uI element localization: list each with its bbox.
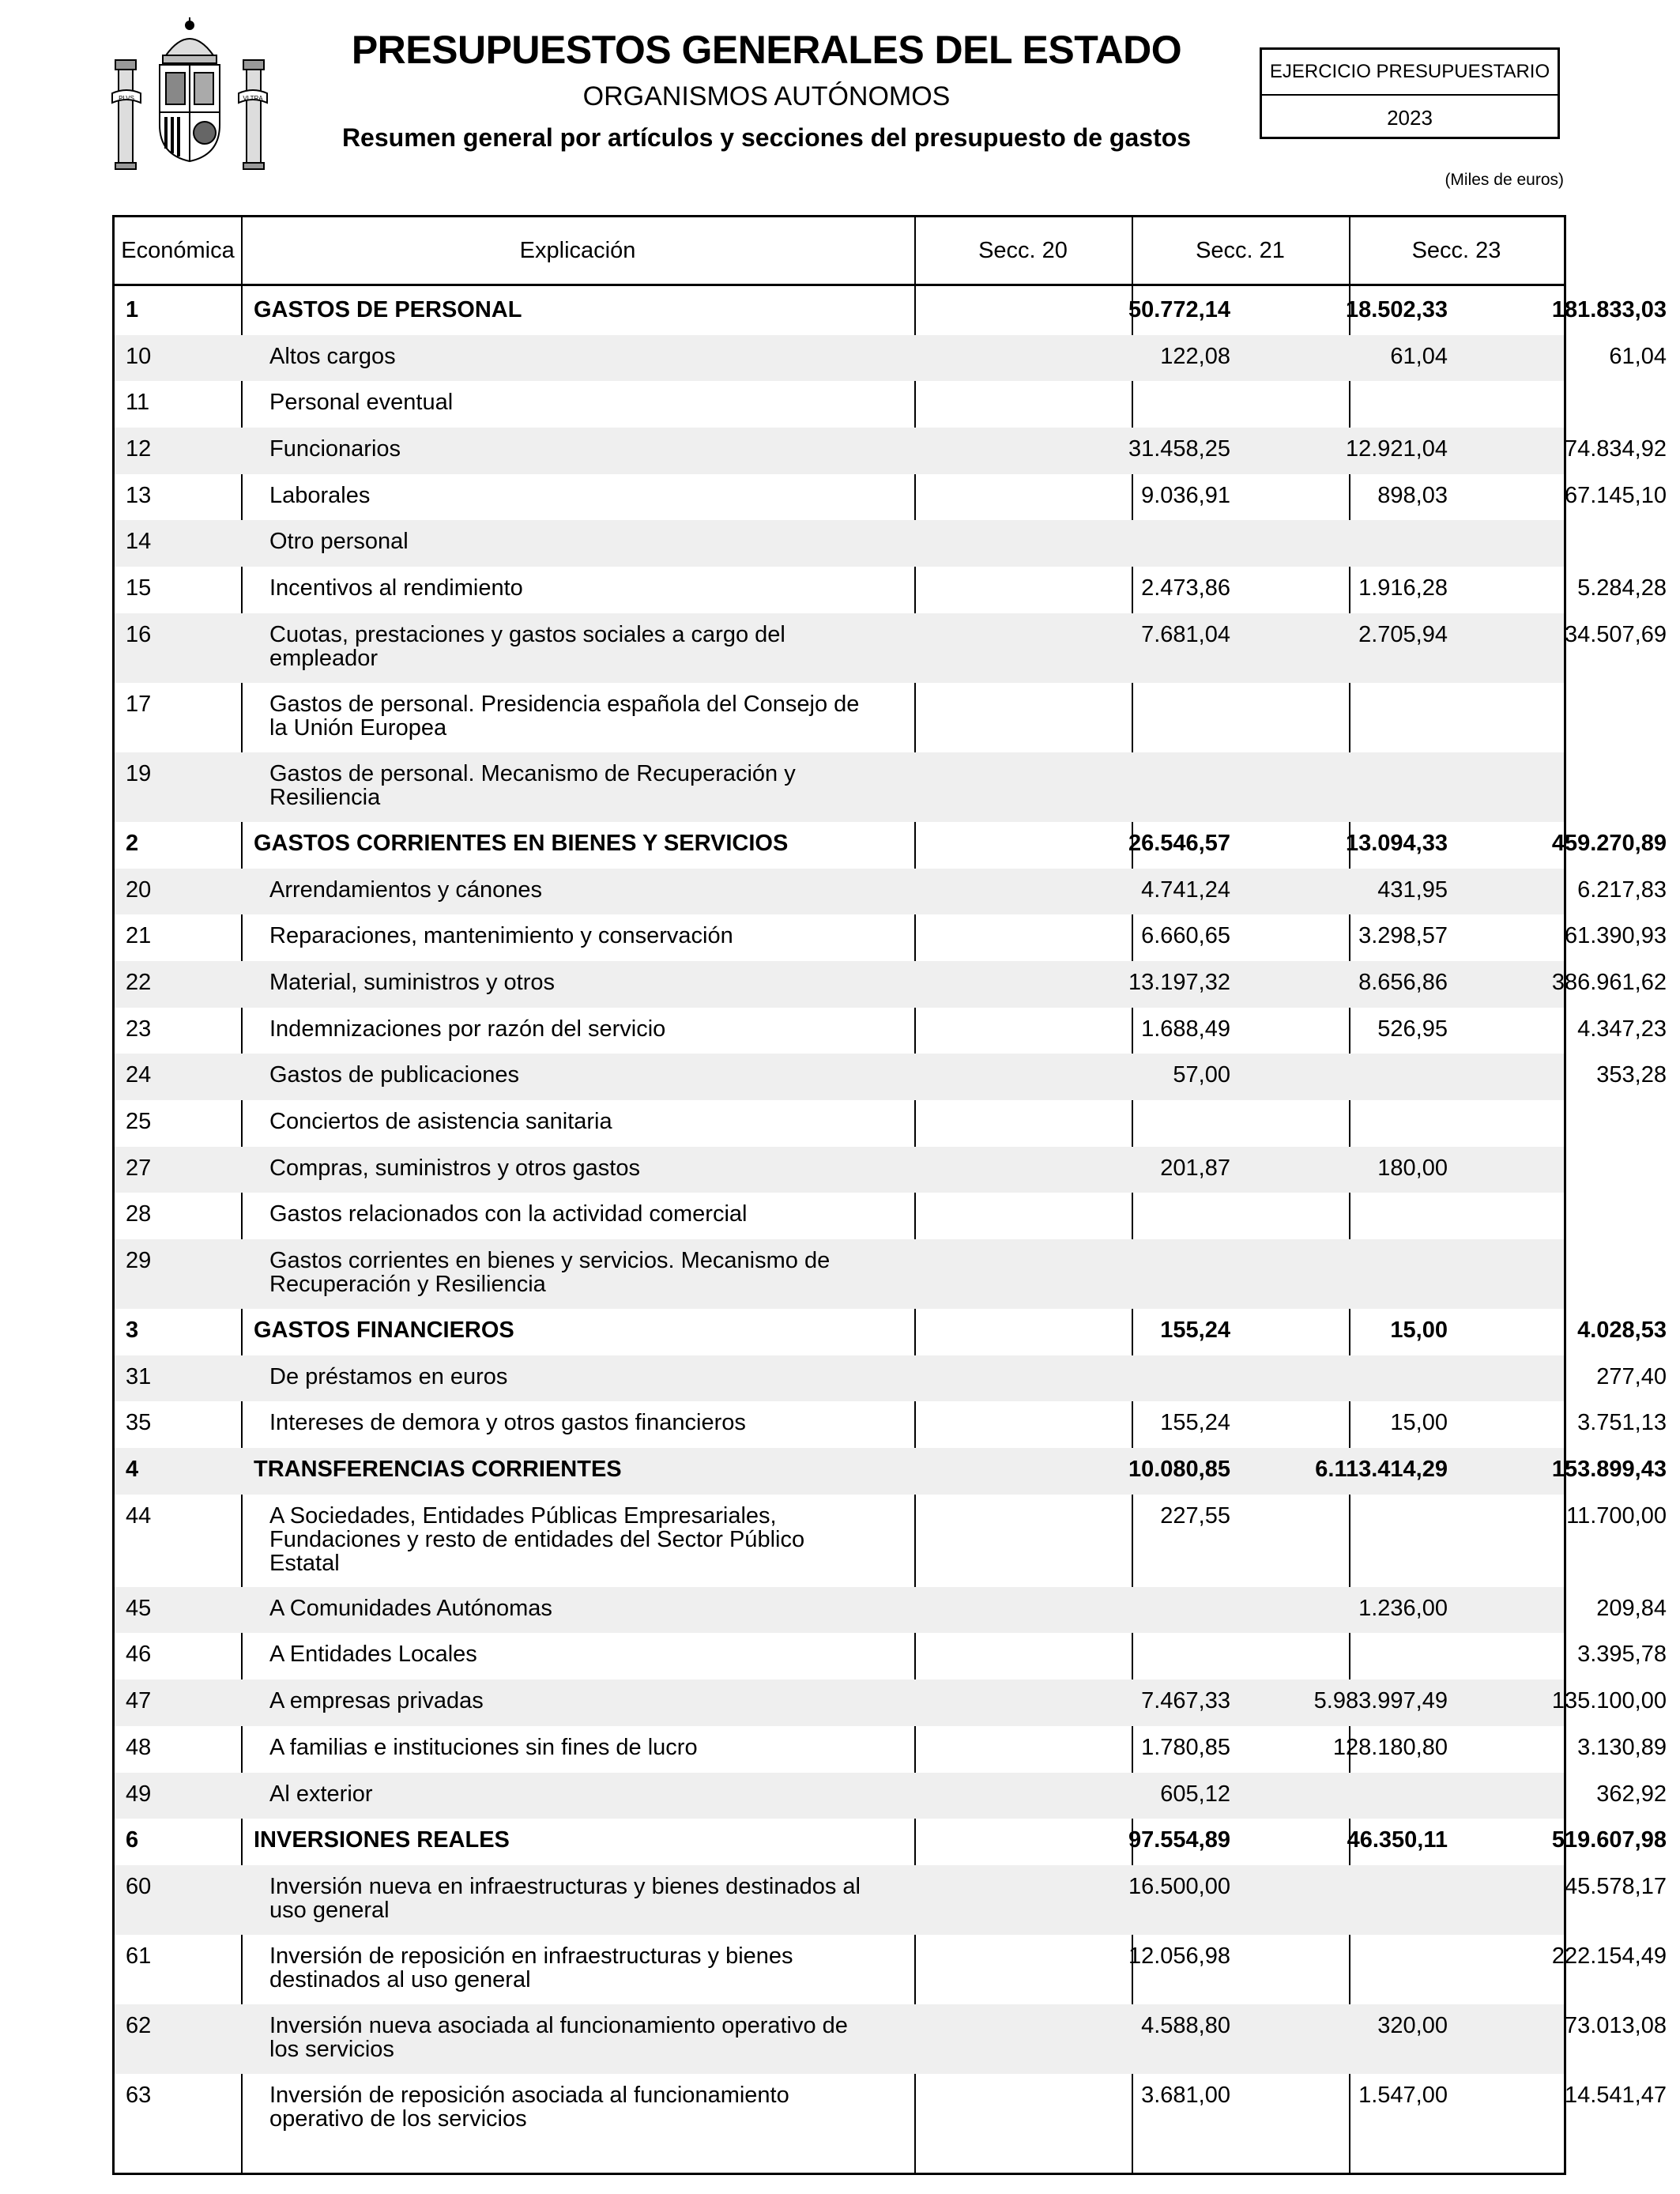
row-secc-20-value: 31.458,25 [1128, 436, 1230, 462]
table-row [115, 335, 1667, 382]
row-secc-20-value: 2.473,86 [1141, 575, 1230, 601]
row-secc-20-value: 6.660,65 [1141, 923, 1230, 949]
row-code: 46 [126, 1642, 152, 1668]
row-secc-23-value: 181.833,03 [1551, 297, 1667, 322]
row-secc-23-value: 353,28 [1596, 1062, 1667, 1088]
table-row [115, 1355, 1667, 1402]
row-secc-23-value: 222.154,49 [1551, 1943, 1667, 1969]
table-row [115, 1495, 1667, 1587]
row-secc-21-value: 431,95 [1377, 876, 1448, 903]
row-secc-23-value: 5.284,28 [1577, 575, 1667, 601]
row-secc-21-value: 3.298,57 [1358, 923, 1448, 949]
column-header-secc-20: Secc. 20 [978, 238, 1068, 263]
row-secc-20-value: 4.741,24 [1141, 876, 1230, 903]
row-explanation: A Comunidades Autónomas [269, 1595, 552, 1621]
row-code: 22 [126, 969, 152, 995]
row-explanation: Inversión de reposición asociada al funcionamiento operativo de los servicios [269, 2082, 789, 2132]
row-secc-23-value: 519.607,98 [1551, 1827, 1667, 1853]
row-explanation: GASTOS FINANCIEROS [254, 1318, 514, 1343]
row-explanation: TRANSFERENCIAS CORRIENTES [254, 1457, 622, 1483]
units-note: (Miles de euros) [1445, 171, 1564, 189]
row-explanation: Laborales [269, 482, 371, 508]
row-secc-20-value: 155,24 [1160, 1410, 1230, 1436]
row-explanation: Conciertos de asistencia sanitaria [269, 1108, 612, 1134]
row-secc-20-value: 57,00 [1173, 1062, 1230, 1088]
table-row [115, 613, 1667, 683]
row-explanation: A Sociedades, Entidades Públicas Empresariales, Fundaciones y resto de entidades del Sector Público Estatal [269, 1502, 805, 1576]
row-secc-20-value: 50.772,14 [1128, 297, 1230, 322]
table-row [115, 1147, 1564, 1193]
row-code: 48 [126, 1734, 152, 1760]
row-code: 62 [126, 2012, 152, 2038]
row-secc-21-value: 6.113.414,29 [1315, 1457, 1448, 1483]
row-secc-23-value [1240, 1239, 1667, 1249]
row-code: 45 [126, 1595, 152, 1621]
row-secc-21-value: 61,04 [1390, 343, 1448, 369]
row-secc-20-value: 97.554,89 [1128, 1827, 1230, 1853]
header-separator [115, 284, 1564, 286]
row-secc-23-value [1240, 520, 1667, 530]
column-header-secc-21: Secc. 21 [1196, 238, 1285, 263]
table-row [115, 2004, 1667, 2074]
row-secc-21-value: 5.983.997,49 [1313, 1688, 1448, 1714]
row-secc-23-value: 4.028,53 [1577, 1318, 1667, 1343]
row-explanation: Material, suministros y otros [269, 969, 555, 995]
table-row [115, 822, 1667, 869]
table-row [115, 1726, 1667, 1773]
row-code: 63 [126, 2082, 152, 2108]
row-explanation: INVERSIONES REALES [254, 1827, 510, 1853]
row-secc-20-value: 16.500,00 [1128, 1873, 1230, 1899]
coat-of-arms-emblem [111, 14, 269, 172]
table-row [115, 428, 1667, 474]
row-secc-23-value: 3.395,78 [1577, 1642, 1667, 1668]
table-row [115, 1193, 1564, 1239]
row-secc-21-value: 320,00 [1377, 2012, 1448, 2038]
table-row [115, 1633, 1667, 1679]
row-secc-23-value: 34.507,69 [1564, 621, 1667, 647]
row-secc-23-value [1240, 1100, 1667, 1110]
page-description: Resumen general por artículos y secciones del presupuesto de gastos [341, 123, 1192, 152]
row-secc-23-value [1240, 752, 1667, 762]
row-secc-21-value: 128.180,80 [1332, 1734, 1448, 1760]
row-explanation: Funcionarios [269, 436, 401, 462]
row-explanation: Gastos de personal. Mecanismo de Recuperación y Resiliencia [269, 760, 796, 810]
row-secc-23-value: 135.100,00 [1551, 1688, 1667, 1714]
row-secc-23-value [1240, 1147, 1667, 1156]
row-code: 15 [126, 575, 152, 601]
row-code: 16 [126, 621, 152, 647]
row-explanation: GASTOS CORRIENTES EN BIENES Y SERVICIOS [254, 830, 789, 856]
table-row [115, 1587, 1667, 1634]
table-row [115, 520, 1564, 567]
row-code: 28 [126, 1201, 152, 1227]
row-code: 12 [126, 436, 152, 462]
row-secc-23-value: 3.751,13 [1577, 1410, 1667, 1436]
table-row [115, 1008, 1667, 1054]
row-secc-23-value [1240, 683, 1667, 692]
row-secc-23-value [1240, 1193, 1667, 1202]
row-explanation: Personal eventual [269, 390, 454, 416]
row-explanation: Arrendamientos y cánones [269, 876, 542, 903]
row-code: 2 [126, 830, 139, 856]
row-code: 20 [126, 876, 152, 903]
row-code: 6 [126, 1827, 139, 1853]
row-explanation: GASTOS DE PERSONAL [254, 297, 522, 322]
row-explanation: Otro personal [269, 529, 409, 555]
row-explanation: Reparaciones, mantenimiento y conservación [269, 923, 733, 949]
row-secc-21-value: 1.547,00 [1358, 2082, 1448, 2108]
row-secc-21-value: 18.502,33 [1345, 297, 1448, 322]
row-code: 10 [126, 343, 152, 369]
row-secc-21-value: 15,00 [1390, 1318, 1448, 1343]
table-row [115, 1773, 1667, 1819]
row-secc-20-value: 4.588,80 [1141, 2012, 1230, 2038]
row-secc-20-value: 227,55 [1160, 1502, 1230, 1529]
row-secc-21-value: 898,03 [1377, 482, 1448, 508]
table-row [115, 869, 1667, 915]
motto-left-text: PLVS [119, 95, 134, 102]
row-secc-23-value: 67.145,10 [1564, 482, 1667, 508]
row-secc-23-value: 386.961,62 [1551, 969, 1667, 995]
budget-year-value: 2023 [1387, 106, 1433, 130]
row-explanation: Inversión nueva asociada al funcionamiento operativo de los servicios [269, 2012, 848, 2062]
column-header-explicacion: Explicación [519, 238, 636, 263]
table-row [115, 2074, 1667, 2143]
page-title: PRESUPUESTOS GENERALES DEL ESTADO [351, 28, 1182, 72]
row-code: 31 [126, 1363, 152, 1389]
row-code: 49 [126, 1781, 152, 1807]
page-subtitle: ORGANISMOS AUTÓNOMOS [582, 81, 951, 111]
row-code: 14 [126, 529, 152, 555]
column-header-economica: Económica [121, 238, 235, 263]
row-secc-23-value: 74.834,92 [1564, 436, 1667, 462]
row-secc-21-value: 13.094,33 [1345, 830, 1448, 856]
row-explanation: Gastos relacionados con la actividad comercial [269, 1201, 748, 1227]
table-body [115, 288, 1667, 2143]
row-secc-20-value: 1.780,85 [1141, 1734, 1230, 1760]
table-row [115, 567, 1667, 613]
row-secc-23-value: 277,40 [1596, 1363, 1667, 1389]
row-code: 11 [126, 390, 150, 416]
row-explanation: A Entidades Locales [269, 1642, 477, 1668]
row-code: 29 [126, 1248, 152, 1273]
row-secc-20-value: 13.197,32 [1128, 969, 1230, 995]
row-secc-21-value: 1.916,28 [1358, 575, 1448, 601]
row-secc-23-value: 14.541,47 [1564, 2082, 1667, 2108]
row-secc-23-value: 459.270,89 [1551, 830, 1667, 856]
row-secc-20-value: 3.681,00 [1141, 2082, 1230, 2108]
row-secc-20-value: 26.546,57 [1128, 830, 1230, 856]
budget-table [112, 215, 1667, 2175]
row-secc-23-value: 362,92 [1596, 1781, 1667, 1807]
row-secc-21-value: 8.656,86 [1358, 969, 1448, 995]
row-code: 1 [126, 297, 139, 322]
row-explanation: Inversión de reposición en infraestructuras y bienes destinados al uso general [269, 1943, 793, 1992]
row-code: 44 [126, 1502, 152, 1529]
row-secc-20-value: 10.080,85 [1128, 1457, 1230, 1483]
row-explanation: Gastos de personal. Presidencia española del Consejo de la Unión Europea [269, 691, 860, 741]
table-row [115, 1100, 1564, 1147]
table-row [115, 1401, 1667, 1448]
row-secc-20-value: 155,24 [1160, 1318, 1230, 1343]
row-explanation: Al exterior [269, 1781, 373, 1807]
row-code: 13 [126, 482, 152, 508]
row-explanation: Altos cargos [269, 343, 396, 369]
table-row [115, 381, 1564, 428]
row-secc-21-value: 1.236,00 [1358, 1595, 1448, 1621]
row-code: 4 [126, 1457, 139, 1483]
budget-year-label: EJERCICIO PRESUPUESTARIO [1262, 50, 1558, 96]
row-secc-21-value: 15,00 [1390, 1410, 1448, 1436]
budget-year-box [1260, 47, 1560, 139]
row-secc-21-value: 526,95 [1377, 1016, 1448, 1042]
table-row [115, 474, 1667, 521]
row-secc-21-value: 180,00 [1377, 1155, 1448, 1181]
table-row [115, 683, 1564, 752]
row-code: 47 [126, 1688, 152, 1714]
table-row [115, 1935, 1667, 2004]
row-explanation: Gastos de publicaciones [269, 1062, 519, 1088]
row-explanation: A familias e instituciones sin fines de lucro [269, 1734, 698, 1760]
row-code: 24 [126, 1062, 152, 1088]
row-secc-23-value: 45.578,17 [1564, 1873, 1667, 1899]
row-secc-23-value [1240, 381, 1667, 390]
row-explanation: Incentivos al rendimiento [269, 575, 523, 601]
row-explanation: Gastos corrientes en bienes y servicios. Mecanismo de Recuperación y Resiliencia [269, 1248, 831, 1297]
row-secc-23-value: 11.700,00 [1566, 1502, 1667, 1529]
table-row [115, 1054, 1667, 1100]
row-explanation: Indemnizaciones por razón del servicio [269, 1016, 666, 1042]
row-explanation: Compras, suministros y otros gastos [269, 1155, 640, 1181]
row-secc-23-value: 209,84 [1596, 1595, 1667, 1621]
row-code: 35 [126, 1410, 152, 1436]
row-secc-23-value: 6.217,83 [1577, 876, 1667, 903]
row-secc-20-value: 201,87 [1160, 1155, 1230, 1181]
row-explanation: A empresas privadas [269, 1688, 484, 1714]
row-secc-23-value: 4.347,23 [1577, 1016, 1667, 1042]
row-code: 17 [126, 691, 152, 717]
row-code: 27 [126, 1155, 152, 1181]
table-row [115, 1679, 1667, 1726]
row-secc-23-value: 73.013,08 [1564, 2012, 1667, 2038]
table-row [115, 914, 1667, 961]
row-secc-23-value: 3.130,89 [1577, 1734, 1667, 1760]
row-explanation: De préstamos en euros [269, 1363, 508, 1389]
row-code: 19 [126, 760, 152, 786]
table-row [115, 1819, 1667, 1865]
row-code: 21 [126, 923, 152, 949]
row-secc-20-value: 7.467,33 [1141, 1688, 1230, 1714]
table-row [115, 288, 1667, 335]
table-row [115, 1865, 1667, 1935]
row-code: 61 [126, 1943, 152, 1969]
row-code: 23 [126, 1016, 152, 1042]
row-secc-21-value: 12.921,04 [1345, 436, 1448, 462]
row-explanation: Intereses de demora y otros gastos financieros [269, 1410, 746, 1436]
row-secc-21-value: 2.705,94 [1358, 621, 1448, 647]
row-code: 60 [126, 1873, 152, 1899]
motto-right-text: VLTRA [243, 95, 263, 102]
table-row [115, 752, 1564, 822]
row-secc-23-value: 61.390,93 [1564, 923, 1667, 949]
row-secc-20-value: 605,12 [1160, 1781, 1230, 1807]
row-explanation: Cuotas, prestaciones y gastos sociales a cargo del empleador [269, 621, 785, 671]
row-secc-21-value: 46.350,11 [1347, 1827, 1448, 1853]
row-code: 25 [126, 1108, 152, 1134]
row-code: 3 [126, 1318, 139, 1343]
table-row [115, 1448, 1667, 1495]
table-row [115, 961, 1667, 1008]
row-secc-20-value: 122,08 [1160, 343, 1230, 369]
row-secc-20-value: 12.056,98 [1128, 1943, 1230, 1969]
row-secc-20-value: 1.688,49 [1141, 1016, 1230, 1042]
row-secc-23-value: 153.899,43 [1551, 1457, 1667, 1483]
row-secc-20-value: 9.036,91 [1141, 482, 1230, 508]
row-secc-20-value: 7.681,04 [1141, 621, 1230, 647]
table-row [115, 1309, 1667, 1355]
row-secc-23-value: 61,04 [1609, 343, 1667, 369]
table-row [115, 1239, 1564, 1309]
column-header-secc-23: Secc. 23 [1411, 238, 1501, 263]
row-explanation: Inversión nueva en infraestructuras y bienes destinados al uso general [269, 1873, 861, 1923]
